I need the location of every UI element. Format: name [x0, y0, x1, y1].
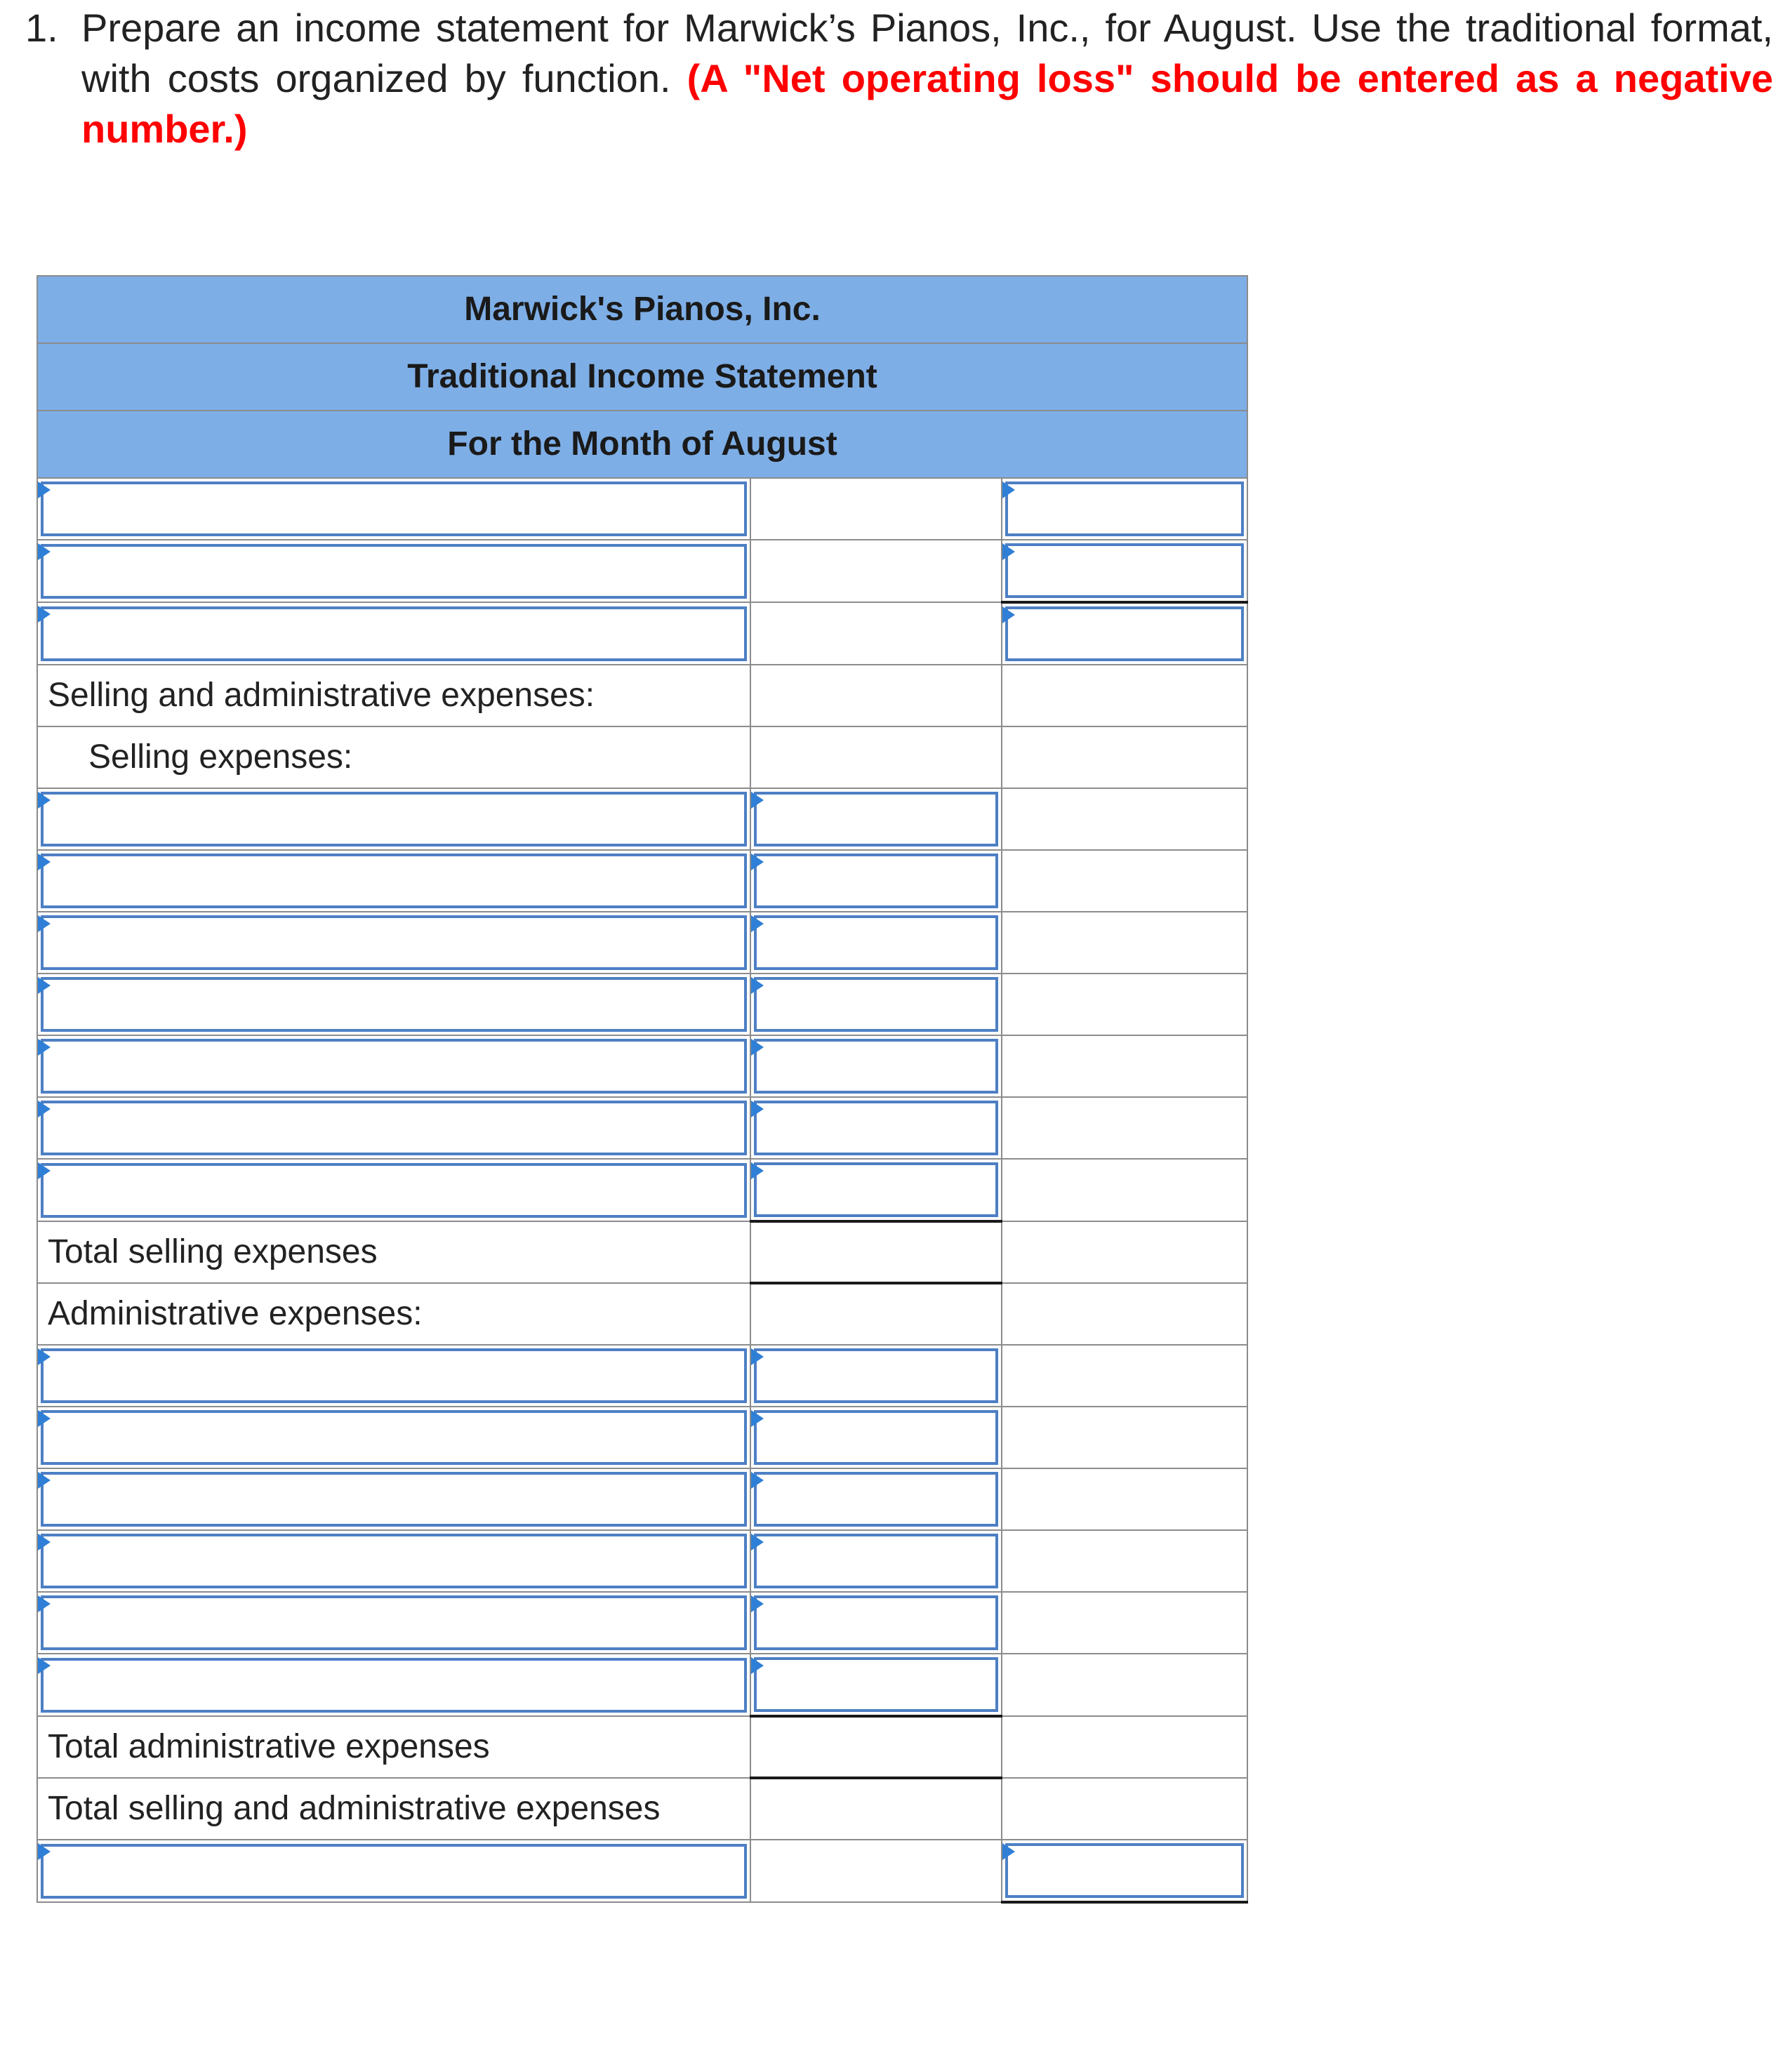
total-admin-label: Total administrative expenses [37, 1716, 750, 1778]
table-row [37, 1716, 1247, 1778]
dropdown-marker-icon [38, 1534, 51, 1550]
selling-amount-input[interactable] [754, 1039, 998, 1094]
selling-amount-input[interactable] [754, 854, 998, 908]
dropdown-marker-icon [38, 915, 51, 932]
table-row [37, 1035, 1247, 1097]
dropdown-marker-icon [38, 977, 51, 994]
dropdown-marker-icon [751, 1595, 764, 1612]
dropdown-marker-icon [38, 1039, 51, 1056]
dropdown-marker-icon [38, 1162, 51, 1179]
selling-amount-input[interactable] [754, 1162, 998, 1217]
admin-amount-input[interactable] [754, 1472, 998, 1527]
dropdown-marker-icon [38, 606, 51, 623]
table-row [37, 1840, 1247, 1902]
selling-account-select[interactable] [41, 1163, 747, 1218]
dropdown-marker-icon [38, 1348, 51, 1365]
admin-account-select[interactable] [41, 1595, 747, 1650]
admin-account-select[interactable] [41, 1534, 747, 1588]
admin-account-select[interactable] [41, 1658, 747, 1713]
selling-amount-input[interactable] [754, 792, 998, 846]
dropdown-marker-icon [1002, 1843, 1015, 1860]
account-select[interactable] [41, 606, 747, 661]
amount-input[interactable] [1005, 606, 1244, 661]
dropdown-marker-icon [38, 543, 51, 560]
question-note: (A "Net operating loss" should be entered as a negative number.) [81, 56, 1774, 151]
admin-expenses-label: Administrative expenses: [37, 1283, 750, 1345]
table-row [37, 1159, 1247, 1221]
dropdown-marker-icon [751, 1162, 764, 1179]
dropdown-marker-icon [751, 977, 764, 994]
selling-amount-input[interactable] [754, 977, 998, 1032]
dropdown-marker-icon [751, 915, 764, 932]
account-select[interactable] [41, 482, 747, 536]
statement-title: Traditional Income Statement [37, 343, 1247, 411]
selling-account-select[interactable] [41, 915, 747, 970]
table-row [37, 1778, 1247, 1840]
question [25, 3, 1773, 154]
table-row [37, 1097, 1247, 1159]
amount-input[interactable] [1005, 482, 1244, 536]
dropdown-marker-icon [38, 1410, 51, 1427]
amount-input[interactable] [1005, 543, 1244, 598]
table-row [37, 1407, 1247, 1468]
admin-account-select[interactable] [41, 1348, 747, 1403]
table-row [37, 726, 1247, 788]
admin-amount-input[interactable] [754, 1534, 998, 1588]
dropdown-marker-icon [751, 1534, 764, 1550]
dropdown-marker-icon [38, 1101, 51, 1117]
question-number: 1. [25, 6, 58, 50]
table-row [37, 850, 1247, 912]
dropdown-marker-icon [38, 1843, 51, 1860]
selling-amount-input[interactable] [754, 915, 998, 970]
question-text-block [81, 3, 1773, 154]
table-row [37, 540, 1247, 602]
admin-account-select[interactable] [41, 1410, 747, 1465]
dropdown-marker-icon [751, 1472, 764, 1489]
dropdown-marker-icon [751, 792, 764, 809]
selling-expenses-label: Selling expenses: [37, 726, 750, 788]
total-sa-label: Total selling and administrative expenses [37, 1778, 750, 1840]
table-row [37, 974, 1247, 1035]
dropdown-marker-icon [1002, 482, 1015, 498]
dropdown-marker-icon [751, 1348, 764, 1365]
table-row [37, 602, 1247, 665]
table-row [37, 665, 1247, 726]
sa-expenses-label: Selling and administrative expenses: [37, 665, 750, 726]
table-row [37, 912, 1247, 974]
statement-period: For the Month of August [37, 411, 1247, 478]
table-row [37, 1592, 1247, 1654]
dropdown-marker-icon [751, 1657, 764, 1674]
table-row [37, 1345, 1247, 1407]
admin-amount-input[interactable] [754, 1348, 998, 1403]
dropdown-marker-icon [751, 854, 764, 870]
table-row [37, 1283, 1247, 1345]
selling-amount-input[interactable] [754, 1101, 998, 1155]
dropdown-marker-icon [38, 854, 51, 870]
dropdown-marker-icon [1002, 543, 1015, 560]
table-row [37, 788, 1247, 850]
admin-amount-input[interactable] [754, 1410, 998, 1465]
selling-account-select[interactable] [41, 1039, 747, 1094]
dropdown-marker-icon [38, 792, 51, 809]
selling-account-select[interactable] [41, 854, 747, 908]
table-row [37, 1530, 1247, 1592]
dropdown-marker-icon [38, 1472, 51, 1489]
selling-account-select[interactable] [41, 792, 747, 846]
dropdown-marker-icon [38, 482, 51, 498]
admin-amount-input[interactable] [754, 1657, 998, 1712]
admin-amount-input[interactable] [754, 1595, 998, 1650]
dropdown-marker-icon [751, 1410, 764, 1427]
income-statement-worksheet [37, 275, 1248, 1904]
net-operating-amount-input[interactable] [1005, 1843, 1244, 1898]
dropdown-marker-icon [751, 1101, 764, 1117]
dropdown-marker-icon [38, 1657, 51, 1674]
table-row [37, 478, 1247, 540]
dropdown-marker-icon [38, 1595, 51, 1612]
admin-account-select[interactable] [41, 1472, 747, 1527]
question-text: Prepare an income statement for Marwick’s Pianos, Inc., for August. Use the traditional format, with costs organized by function. [81, 6, 1773, 100]
selling-account-select[interactable] [41, 1101, 747, 1155]
dropdown-marker-icon [1002, 606, 1015, 623]
net-operating-account-select[interactable] [41, 1844, 747, 1899]
company-name: Marwick's Pianos, Inc. [37, 276, 1247, 343]
selling-account-select[interactable] [41, 977, 747, 1032]
table-row [37, 1221, 1247, 1283]
table-row [37, 1468, 1247, 1530]
dropdown-marker-icon [751, 1039, 764, 1056]
account-select[interactable] [41, 544, 747, 599]
total-selling-label: Total selling expenses [37, 1221, 750, 1283]
table-row [37, 1654, 1247, 1716]
